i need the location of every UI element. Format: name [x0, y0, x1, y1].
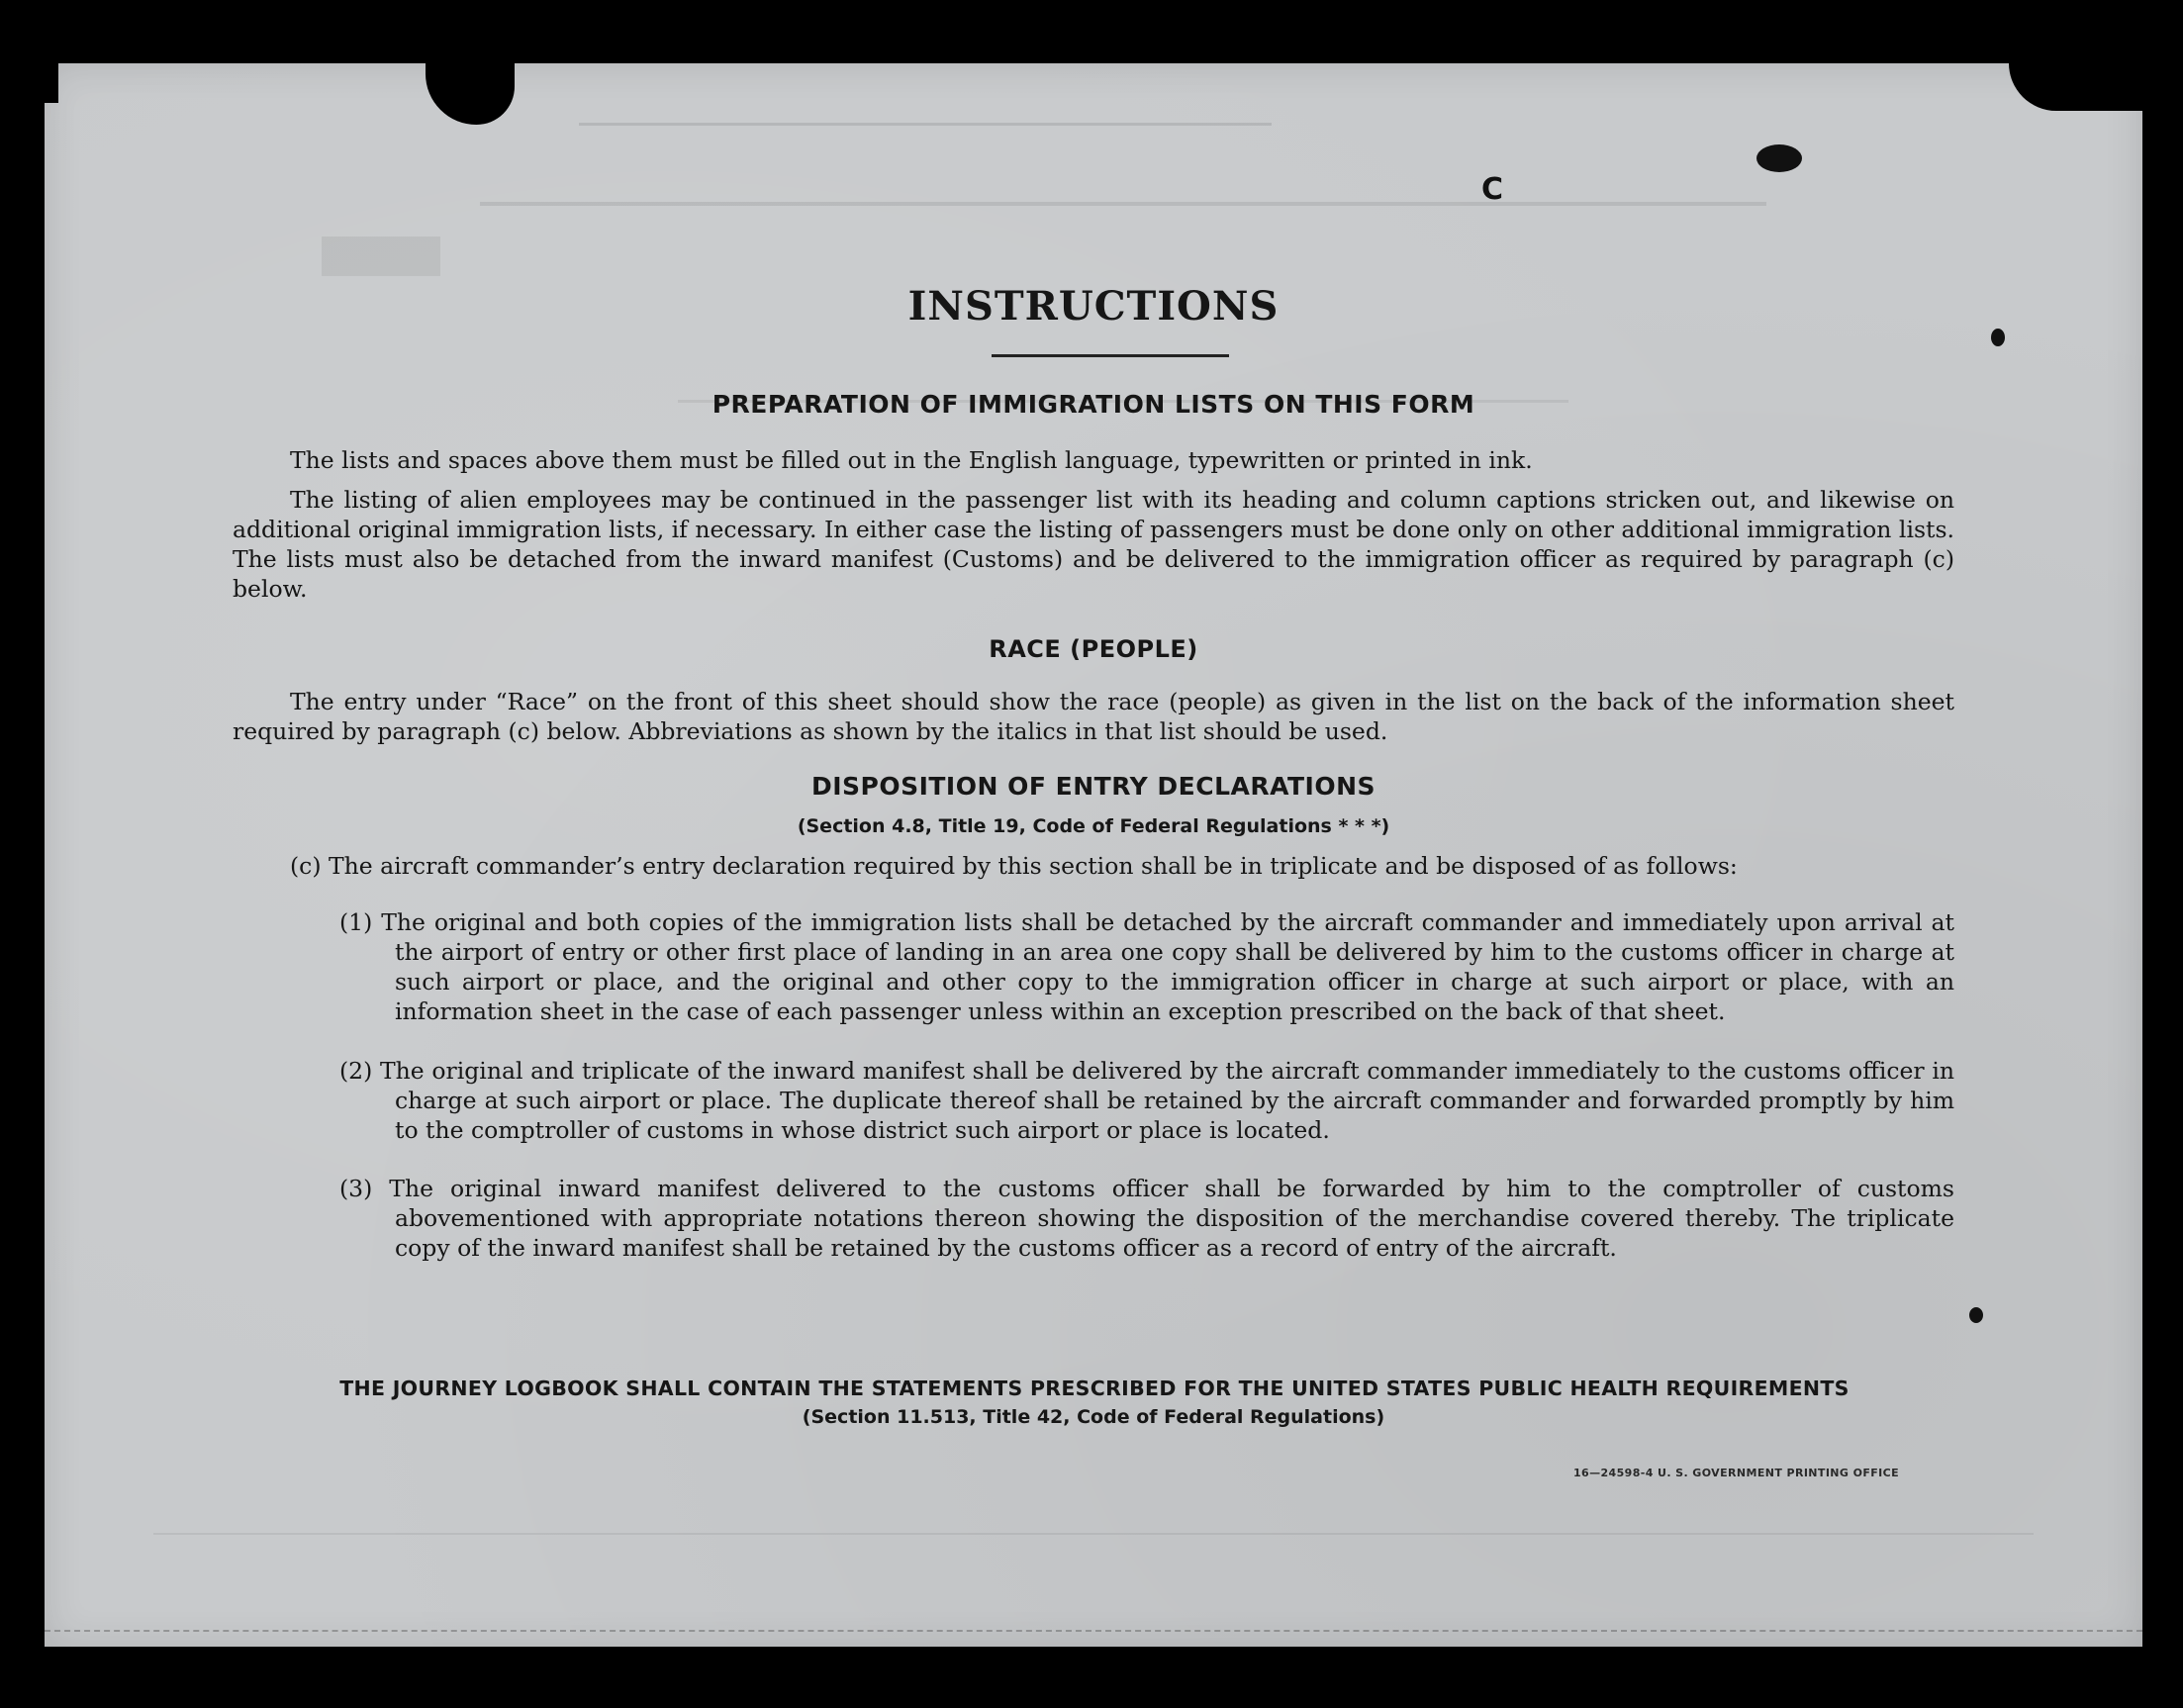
paragraph-alien-employees — [233, 485, 1954, 604]
page-title: INSTRUCTIONS — [907, 283, 1280, 330]
list-item-2: (2) The original and triplicate of the inward manifest shall be delivered by the aircraft commander immediately to the customs officer in charge at such airport or place. The duplicate thereof shall be retained by the aircraft commander and forwarded promptly by him to the comptroller of customs in whose district such airport or place is located. — [339, 1057, 1954, 1144]
list-item-3: (3) The original inward manifest delivered to the customs officer shall be forwarded by him to the comptroller of customs abovementioned with appropriate notations thereon showing the disposition of the merchandise covered thereby. The triplicate copy of the inward manifest shall be retained by the customs officer as a record of entry of the aircraft. — [339, 1175, 1954, 1262]
health-regulation-citation: (Section 11.513, Title 42, Code of Federal Regulations) — [802, 1406, 1385, 1428]
title-underline — [992, 354, 1229, 357]
stamp-letter: C — [1481, 172, 1504, 207]
health-requirements-statement: THE JOURNEY LOGBOOK SHALL CONTAIN THE STATEMENTS PRESCRIBED FOR THE UNITED STATES PUBLIC HEALTH REQUIREMENTS — [339, 1376, 1850, 1400]
regulation-citation: (Section 4.8, Title 19, Code of Federal Regulations * * *) — [797, 815, 1390, 837]
instructions-content — [45, 63, 2142, 1647]
section-heading-race: RACE (PEOPLE) — [989, 635, 1198, 663]
paragraph-race — [233, 687, 1954, 746]
paragraph-text: The entry under “Race” on the front of this sheet should show the race (people) as given in the list on the back of the information sheet required by paragraph (c) below. Abbreviations as shown by the italics in that list should be used. — [233, 688, 1954, 745]
section-heading-preparation: PREPARATION OF IMMIGRATION LISTS ON THIS FORM — [712, 390, 1475, 419]
paragraph-text: (c) The aircraft commander’s entry declaration required by this section shall be in triplicate and be disposed of as follows: — [290, 852, 1738, 880]
perforation-line — [45, 1630, 2142, 1632]
document-sheet — [45, 63, 2142, 1647]
printer-imprint: 16—24598-4 U. S. GOVERNMENT PRINTING OFFICE — [1573, 1467, 1900, 1479]
section-heading-disposition: DISPOSITION OF ENTRY DECLARATIONS — [810, 772, 1376, 801]
paragraph-disposition-intro — [233, 851, 1954, 881]
paragraph-language — [233, 445, 1954, 475]
list-item-1: (1) The original and both copies of the immigration lists shall be detached by the aircraft commander and immediately upon arrival at the airport of entry or other first place of landing in an area one copy shall be delivered by him to the customs officer in charge at such airport or place, and the original and other copy to the immigration officer in charge at such airport or place, with an information sheet in the case of each passenger unless within an exception prescribed on the back of that sheet. — [339, 908, 1954, 1025]
paragraph-text: The lists and spaces above them must be filled out in the English language, typewritten or printed in ink. — [290, 446, 1533, 474]
paragraph-text: The listing of alien employees may be continued in the passenger list with its heading and column captions stricken out, and likewise on additional original immigration lists, if necessary. In either case the listing of passengers must be done only on other additional immigration lists. The lists must also be detached from the inward manifest (Customs) and be delivered to the immigration officer as required by paragraph (c) below. — [233, 486, 1954, 603]
